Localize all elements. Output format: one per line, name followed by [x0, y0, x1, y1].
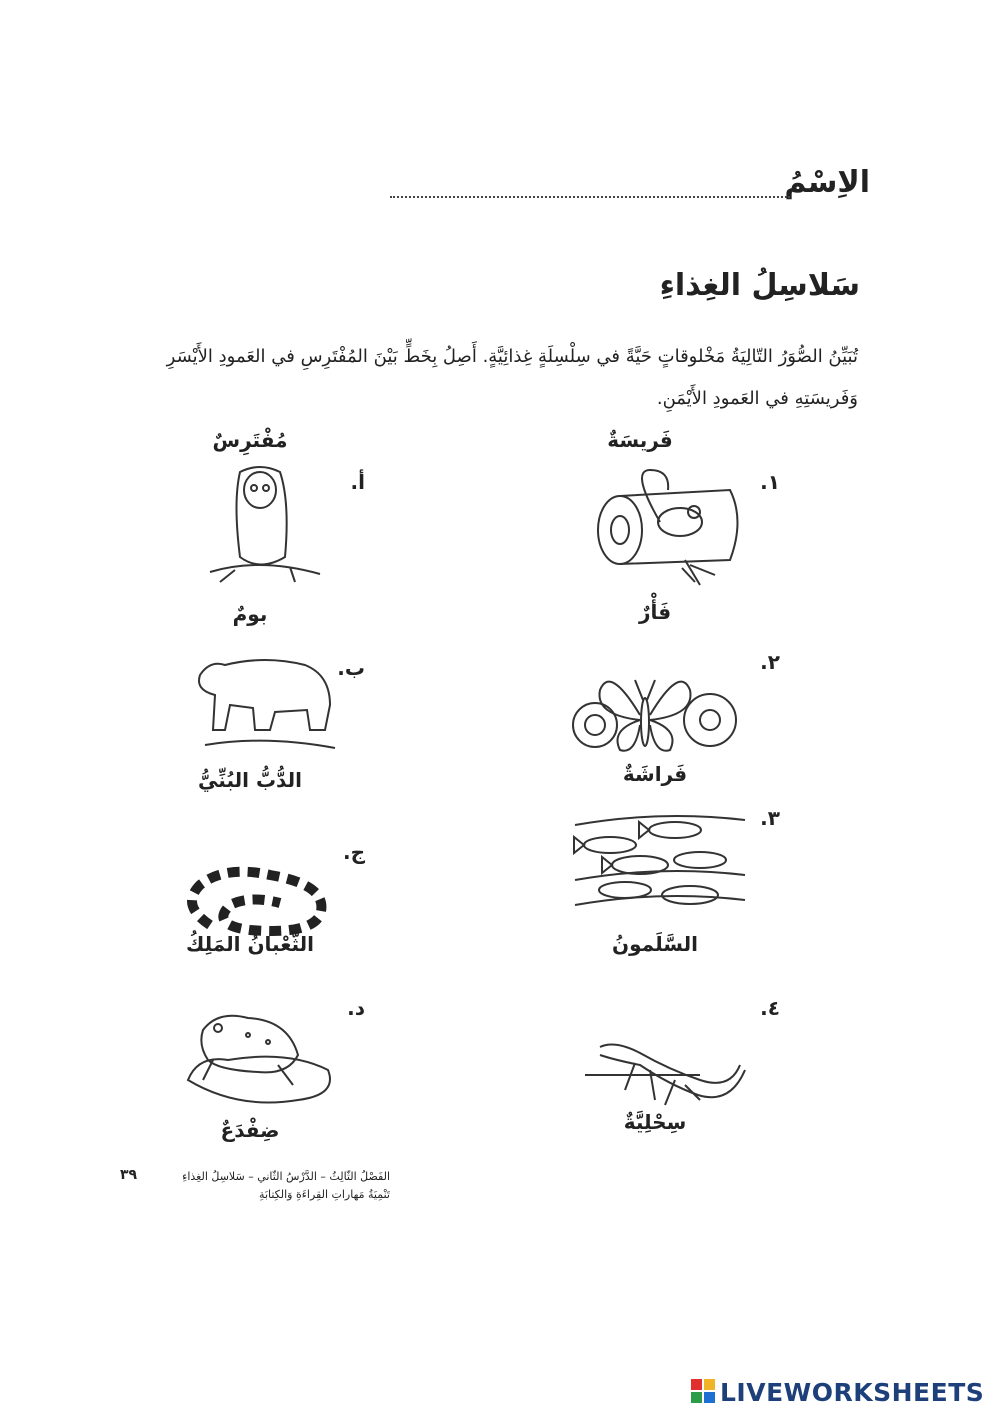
prey-label: السَّلَمونُ [612, 932, 698, 956]
page-number: ٣٩ [120, 1167, 138, 1183]
prey-number: ٣. [760, 806, 780, 830]
predator-label: ضِفْدَعٌ [220, 1118, 280, 1142]
mouse-on-log-icon [590, 460, 760, 590]
prey-column-header: فَريسَةٌ [607, 428, 673, 452]
footer-reference [150, 1168, 390, 1204]
salmon-fish-icon [570, 800, 750, 930]
brand-name[interactable]: LIVEWORKSHEETS [720, 1378, 985, 1407]
footer-chapter-line: الفَصْلُ الثّالِثُ – الدَّرْسُ الثّاني – سَلاسِلُ الغِذاءِ [182, 1170, 390, 1183]
prey-label: فَراشَةٌ [622, 762, 688, 786]
predator-label: الدُّبُّ البُنِّيُّ [198, 768, 302, 792]
instructions: تُبَيِّنُ الصُّوَرُ التّالِيَةُ مَخْلوقاتٍ حَيَّةً في سِلْسِلَةٍ غِذائِيَّةٍ. أَصِلُ بِخَطٍّ بَيْنَ المُفْتَرِسِ في العَمودِ الأَيْسَرِ وَفَريسَتِهِ في العَمودِ الأَيْمَنِ. [166, 346, 858, 409]
page-title: سَلاسِلُ الغِذاءِ [659, 268, 860, 303]
frog-icon [178, 990, 338, 1120]
brown-bear-icon [185, 640, 345, 770]
owl-icon [195, 462, 325, 592]
prey-number: ٤. [760, 996, 780, 1020]
predator-column-header: مُفْتَرِسٌ [212, 428, 288, 452]
footer-book-line: تَنْمِيَةُ مَهاراتِ القِراءَةِ وَالكِتابَةِ [259, 1188, 390, 1201]
name-line [390, 196, 790, 198]
predator-label: الثُّعْبانُ المَلِكُ [185, 932, 315, 956]
predator-number: د. [347, 996, 365, 1020]
prey-number: ٢. [760, 650, 780, 674]
prey-label: فَأْرٌ [638, 600, 672, 624]
prey-number: ١. [760, 470, 780, 494]
name-label: الاِسْمُ [784, 165, 870, 200]
predator-number: ج. [342, 840, 365, 864]
predator-number: أ. [350, 470, 365, 494]
prey-label: سِحْلِيَّةٌ [623, 1110, 687, 1134]
predator-number: ب. [337, 656, 365, 680]
predator-label: بومٌ [232, 602, 268, 626]
butterfly-icon [570, 650, 750, 780]
liveworksheets-logo-icon [690, 1378, 716, 1404]
